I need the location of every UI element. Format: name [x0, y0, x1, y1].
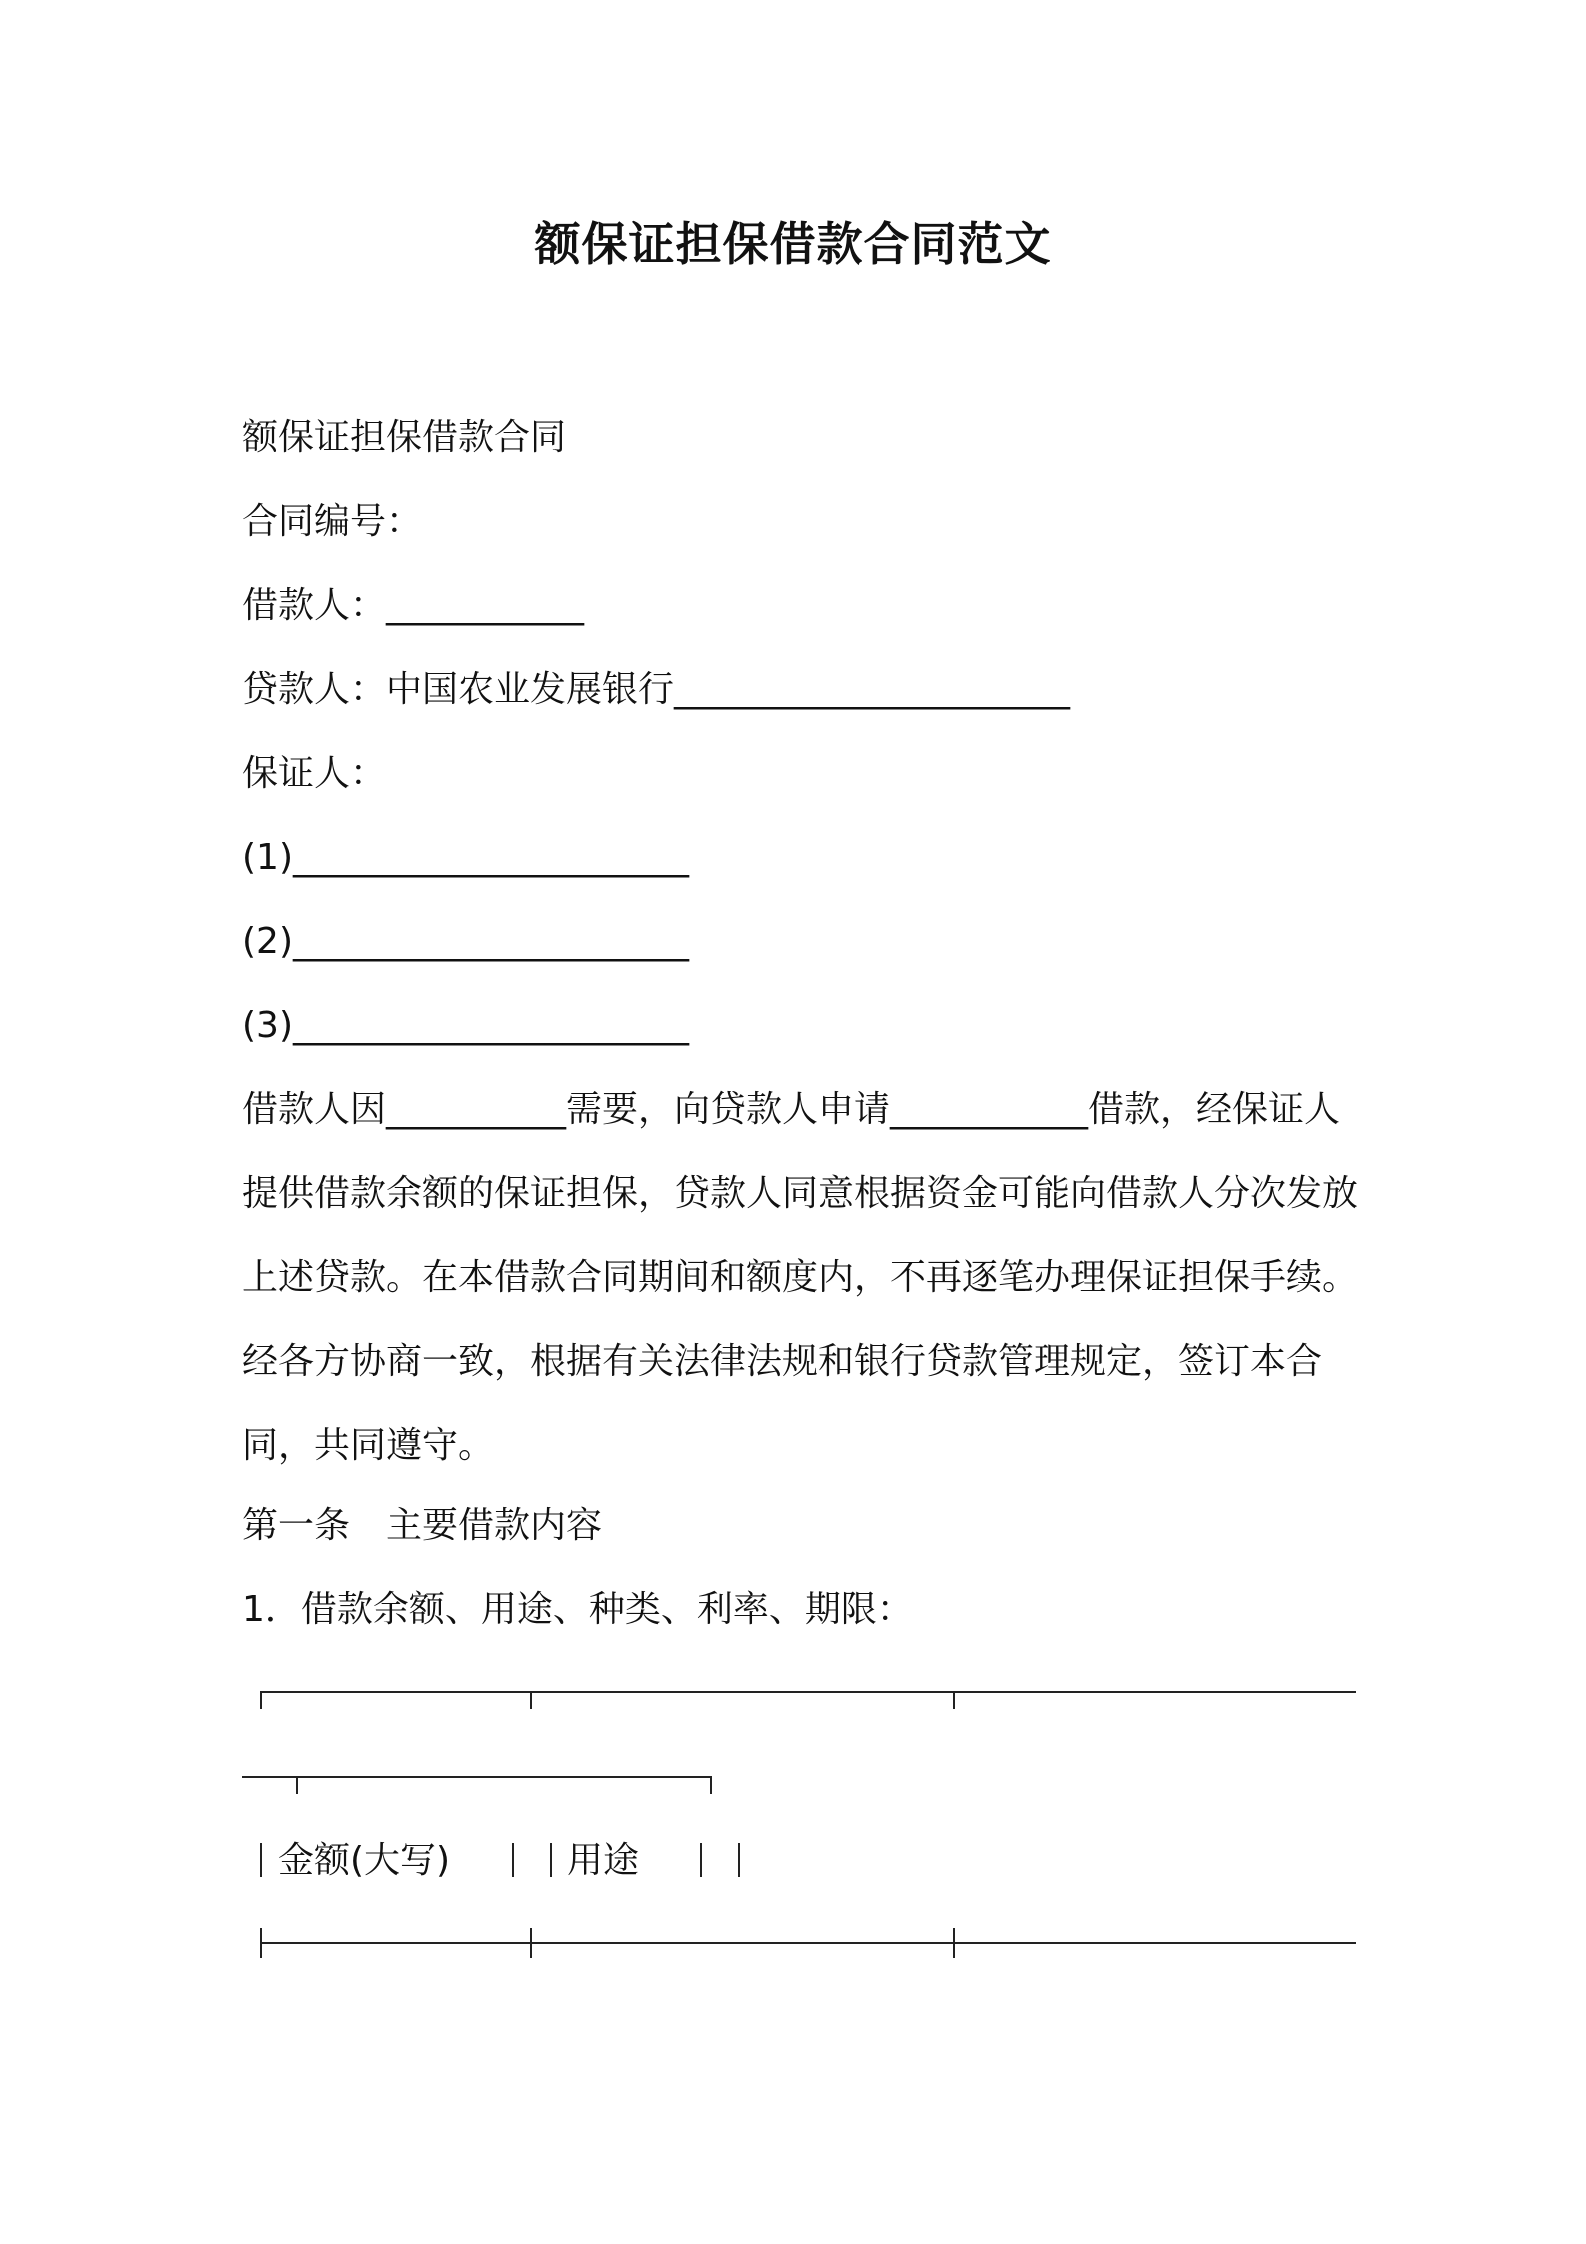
table-divider-tick — [530, 1691, 532, 1709]
table-row-separator — [260, 1942, 1356, 1944]
borrower-line: 借款人：___________ — [242, 585, 585, 626]
table-top-border-continued — [242, 1776, 712, 1778]
contract-number-label: 合同编号： — [242, 501, 423, 542]
guarantor-line-1: (1)______________________ — [242, 837, 689, 878]
guarantor-line-2: (2)______________________ — [242, 921, 689, 962]
article-1-item-1: 1．借款余额、用途、种类、利率、期限： — [242, 1589, 913, 1630]
lender-line: 贷款人：中国农业发展银行______________________ — [242, 669, 1071, 710]
contract-subtitle: 额保证担保借款合同 — [242, 417, 567, 458]
table-cell-border — [260, 1843, 262, 1877]
table-cell-border — [512, 1843, 514, 1877]
table-corner-tick — [260, 1691, 262, 1709]
intro-paragraph: 借款人因__________需要，向贷款人申请___________借款，经保证人提供借款余额的保证担保，贷款人同意根据资金可能向借款人分次发放上述贷款。在本借款合同期间和额度内，不再逐笔办理保证担保手续。经各方协商一致，根据有关法律法规和银行贷款管理规定，签订本合同，共同遵守。 — [242, 1089, 1359, 1466]
table-header-purpose: 用途 — [567, 1840, 640, 1881]
table-cell-border — [550, 1843, 552, 1877]
article-1-heading: 第一条 主要借款内容 — [242, 1505, 603, 1546]
document-title: 额保证担保借款合同范文 — [534, 217, 1052, 271]
table-cell-border — [738, 1843, 740, 1877]
table-divider-tick — [710, 1776, 712, 1794]
table-divider-tick — [296, 1776, 298, 1794]
guarantor-label: 保证人： — [242, 753, 387, 794]
table-divider-tick — [260, 1928, 262, 1958]
table-divider-tick — [530, 1928, 532, 1958]
table-cell-border — [700, 1843, 702, 1877]
table-divider-tick — [953, 1928, 955, 1958]
guarantor-line-3: (3)______________________ — [242, 1005, 689, 1046]
table-divider-tick — [953, 1691, 955, 1709]
table-header-amount: 金额(大写) — [278, 1840, 451, 1881]
table-top-border — [260, 1691, 1356, 1693]
